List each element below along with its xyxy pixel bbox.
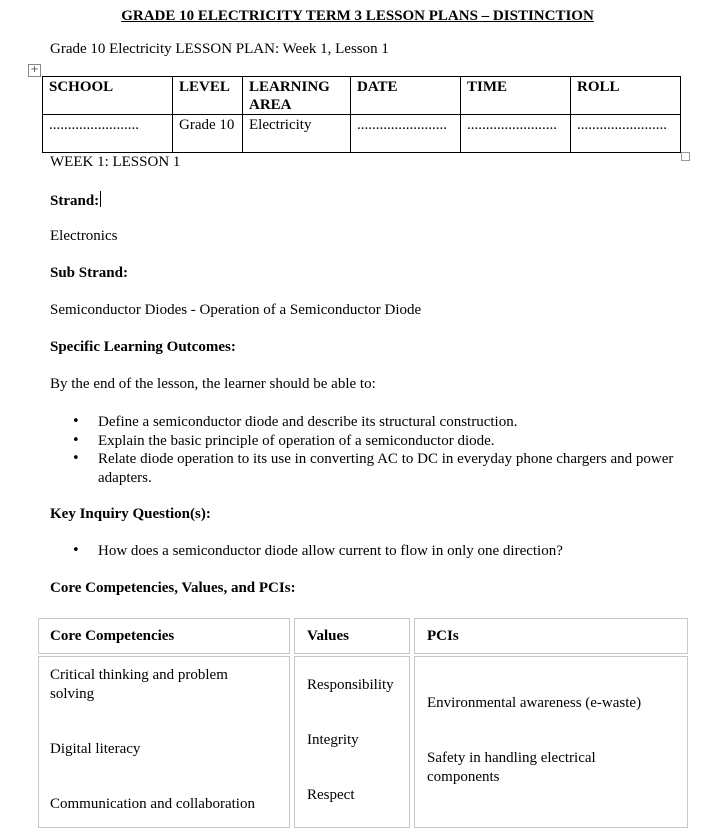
list-item: • Define a semiconductor diode and describe its structural construction. <box>50 413 680 432</box>
kiq-label: Key Inquiry Question(s): <box>50 506 211 522</box>
list-item: • How does a semiconductor diode allow current to flow in only one direction? <box>50 542 680 561</box>
slo-intro: By the end of the lesson, the learner should be able to: <box>50 376 376 392</box>
school-value[interactable]: ........................ <box>43 115 173 153</box>
week-label: WEEK 1: LESSON 1 <box>50 154 181 170</box>
pci-item: Environmental awareness (e-waste) <box>427 695 642 711</box>
sub-strand-value: Semiconductor Diodes - Operation of a Semiconductor Diode <box>50 302 422 318</box>
date-value[interactable]: ........................ <box>351 115 461 153</box>
header-core-competencies: Core Competencies <box>50 628 175 644</box>
core-competency-item: Communication and collaboration <box>50 796 255 812</box>
header-values: Values <box>307 628 349 644</box>
learning-area-value[interactable]: Electricity <box>243 115 351 153</box>
document-title: GRADE 10 ELECTRICITY TERM 3 LESSON PLANS – DISTINCTION <box>121 8 594 24</box>
strand-value: Electronics <box>50 228 118 244</box>
lesson-plan-subtitle: Grade 10 Electricity LESSON PLAN: Week 1, Lesson 1 <box>50 41 389 57</box>
pci-item: Safety in handling electrical components <box>427 750 596 785</box>
value-item: Respect <box>307 787 355 803</box>
kiq-list <box>50 542 680 561</box>
lesson-info-table <box>42 76 681 153</box>
strand-label: Strand: <box>50 193 100 209</box>
info-table-value-row <box>43 115 681 153</box>
core-competencies-label: Core Competencies, Values, and PCIs: <box>50 580 296 596</box>
header-level: LEVEL <box>173 77 243 115</box>
list-item: • Relate diode operation to its use in converting AC to DC in everyday phone chargers and power adapters. <box>50 450 680 487</box>
pcis-cell <box>414 656 688 828</box>
core-competency-item: Digital literacy <box>50 741 141 757</box>
header-roll: ROLL <box>571 77 681 115</box>
table-resize-handle-icon[interactable] <box>681 152 690 161</box>
slo-list <box>50 413 680 487</box>
slo-label: Specific Learning Outcomes: <box>50 339 236 355</box>
core-competency-item: Critical thinking and problem solving <box>50 667 228 702</box>
value-item: Responsibility <box>307 677 394 693</box>
value-item: Integrity <box>307 732 359 748</box>
header-pcis: PCIs <box>427 628 459 644</box>
table-move-handle-icon[interactable]: + <box>28 64 41 77</box>
strand-heading <box>50 191 101 210</box>
time-value[interactable]: ........................ <box>461 115 571 153</box>
sub-strand-label: Sub Strand: <box>50 265 128 281</box>
level-value[interactable]: Grade 10 <box>173 115 243 153</box>
roll-value[interactable]: ........................ <box>571 115 681 153</box>
info-table-header-row <box>43 77 681 115</box>
list-item: • Explain the basic principle of operation of a semiconductor diode. <box>50 432 680 451</box>
text-cursor <box>100 191 101 207</box>
header-school: SCHOOL <box>43 77 173 115</box>
header-learning-area: LEARNING AREA <box>243 77 351 115</box>
header-time: TIME <box>461 77 571 115</box>
header-date: DATE <box>351 77 461 115</box>
